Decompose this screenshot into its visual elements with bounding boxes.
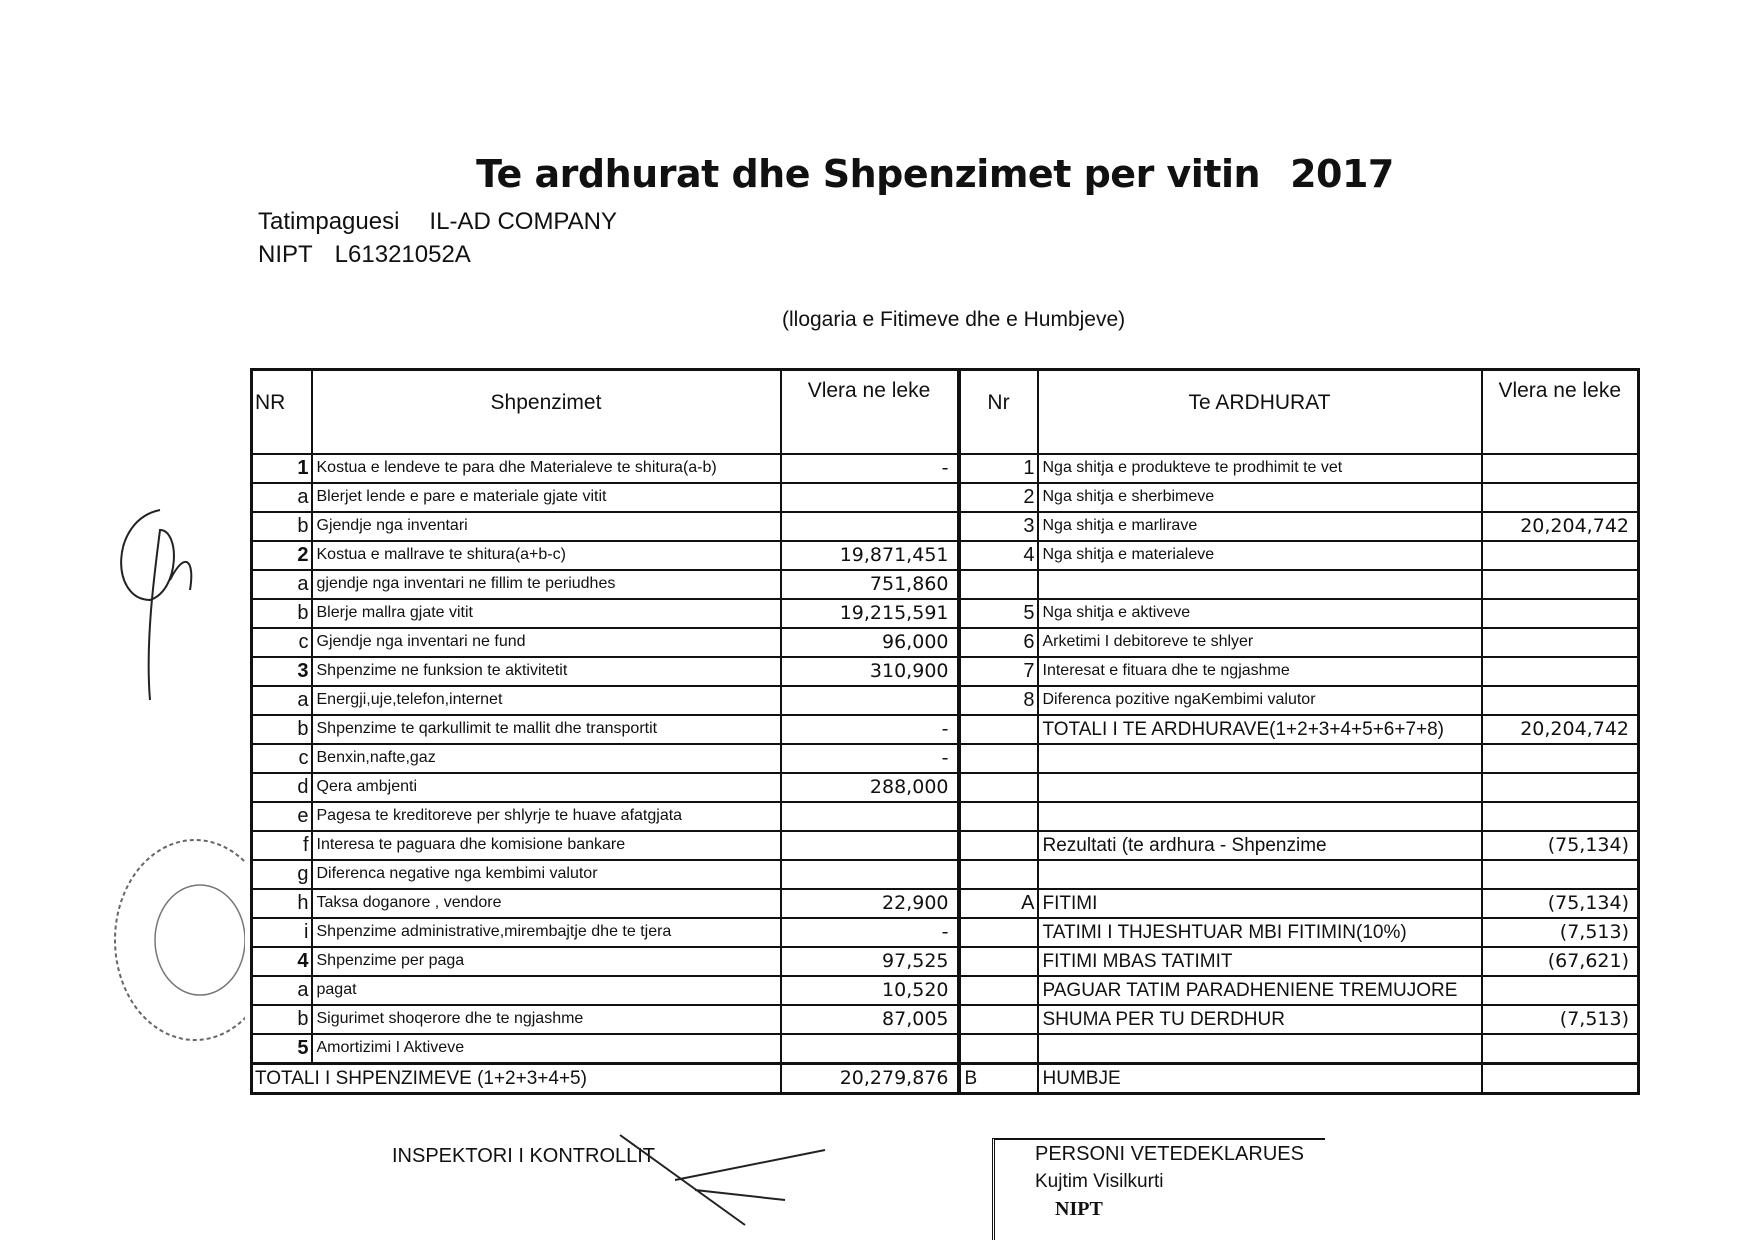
income-value: (7,513) xyxy=(1482,918,1639,947)
expense-value: 97,525 xyxy=(781,947,959,976)
expense-nr: i xyxy=(252,918,312,947)
income-value: (75,134) xyxy=(1482,889,1639,918)
expense-description: Energji,uje,telefon,internet xyxy=(312,686,781,715)
income-value xyxy=(1482,570,1639,599)
expense-nr: f xyxy=(252,831,312,860)
expense-nr: b xyxy=(252,599,312,628)
loss-label: HUMBJE xyxy=(1038,1064,1482,1094)
expense-description: Shpenzime ne funksion te aktivitetit xyxy=(312,657,781,686)
table-row xyxy=(252,686,1639,715)
income-nr: 2 xyxy=(959,483,1038,512)
expense-nr: 2 xyxy=(252,541,312,570)
table-row xyxy=(252,802,1639,831)
income-description xyxy=(1038,1034,1482,1064)
table-row xyxy=(252,541,1639,570)
expense-nr: a xyxy=(252,570,312,599)
income-description: Nga shitja e aktiveve xyxy=(1038,599,1482,628)
expense-nr: b xyxy=(252,512,312,541)
expense-description: Qera ambjenti xyxy=(312,773,781,802)
expense-nr: c xyxy=(252,744,312,773)
income-value xyxy=(1482,1034,1639,1064)
table-row xyxy=(252,512,1639,541)
declarant-name: Kujtim Visilkurti xyxy=(1035,1171,1164,1192)
income-value: (75,134) xyxy=(1482,831,1639,860)
income-description xyxy=(1038,773,1482,802)
income-nr xyxy=(959,744,1038,773)
income-description: Arketimi I debitoreve te shlyer xyxy=(1038,628,1482,657)
income-nr xyxy=(959,802,1038,831)
expense-nr: b xyxy=(252,1005,312,1034)
total-expenses-value: 20,279,876 xyxy=(781,1064,959,1094)
expense-description: Diferenca negative nga kembimi valutor xyxy=(312,860,781,889)
income-nr: 6 xyxy=(959,628,1038,657)
income-description xyxy=(1038,570,1482,599)
expense-description: Pagesa te kreditoreve per shlyrje te huave afatgjata xyxy=(312,802,781,831)
expense-value xyxy=(781,860,959,889)
income-value xyxy=(1482,541,1639,570)
expense-value: - xyxy=(781,918,959,947)
title-year: 2017 xyxy=(1290,152,1394,196)
income-description: Nga shitja e marlirave xyxy=(1038,512,1482,541)
income-description: FITIMI MBAS TATIMIT xyxy=(1038,947,1482,976)
income-description: Nga shitja e produkteve te prodhimit te vet xyxy=(1038,454,1482,483)
table-row xyxy=(252,657,1639,686)
expense-description: Kostua e mallrave te shitura(a+b-c) xyxy=(312,541,781,570)
page-title xyxy=(0,152,1753,198)
income-nr: 7 xyxy=(959,657,1038,686)
expense-nr: 4 xyxy=(252,947,312,976)
income-value xyxy=(1482,976,1639,1005)
expense-value xyxy=(781,483,959,512)
income-value xyxy=(1482,454,1639,483)
expense-value: 22,900 xyxy=(781,889,959,918)
income-nr xyxy=(959,831,1038,860)
income-description xyxy=(1038,744,1482,773)
expense-description: Kostua e lendeve te para dhe Materialeve te shitura(a-b) xyxy=(312,454,781,483)
income-nr: A xyxy=(959,889,1038,918)
income-value: 20,204,742 xyxy=(1482,715,1639,744)
income-description: Nga shitja e materialeve xyxy=(1038,541,1482,570)
expense-nr: a xyxy=(252,976,312,1005)
expense-value: 87,005 xyxy=(781,1005,959,1034)
income-nr: 3 xyxy=(959,512,1038,541)
income-value xyxy=(1482,599,1639,628)
table-header xyxy=(252,370,1639,455)
expense-description: Interesa te paguara dhe komisione bankare xyxy=(312,831,781,860)
table-row xyxy=(252,889,1639,918)
header-value2: Vlera ne leke xyxy=(1482,370,1639,455)
expense-value xyxy=(781,831,959,860)
taxpayer-line xyxy=(258,208,617,236)
income-expense-table xyxy=(250,368,1640,1095)
expense-value xyxy=(781,802,959,831)
handwritten-mark xyxy=(100,490,220,710)
loss-value xyxy=(1482,1064,1639,1094)
expense-description: Gjendje nga inventari xyxy=(312,512,781,541)
total-row xyxy=(252,1064,1639,1094)
expense-nr: 5 xyxy=(252,1034,312,1064)
subtitle: (llogaria e Fitimeve dhe e Humbjeve) xyxy=(782,308,1126,331)
income-value xyxy=(1482,802,1639,831)
income-value: (7,513) xyxy=(1482,1005,1639,1034)
table-row xyxy=(252,483,1639,512)
table-row xyxy=(252,454,1639,483)
taxpayer-label: Tatimpaguesi xyxy=(258,208,400,235)
income-nr xyxy=(959,715,1038,744)
expense-value xyxy=(781,1034,959,1064)
expense-value: 310,900 xyxy=(781,657,959,686)
income-description: FITIMI xyxy=(1038,889,1482,918)
title-text: Te ardhurat dhe Shpenzimet per vitin xyxy=(476,152,1261,196)
income-value xyxy=(1482,483,1639,512)
table-row xyxy=(252,715,1639,744)
income-value xyxy=(1482,628,1639,657)
expense-nr: h xyxy=(252,889,312,918)
table-row xyxy=(252,570,1639,599)
income-nr xyxy=(959,860,1038,889)
expense-nr: a xyxy=(252,686,312,715)
declarant-stamp xyxy=(992,1138,1325,1240)
income-description: Nga shitja e sherbimeve xyxy=(1038,483,1482,512)
table-row xyxy=(252,947,1639,976)
income-value xyxy=(1482,860,1639,889)
expense-value: 19,215,591 xyxy=(781,599,959,628)
expense-value: - xyxy=(781,454,959,483)
income-nr: B xyxy=(959,1064,1038,1094)
income-value xyxy=(1482,686,1639,715)
header-expenses: Shpenzimet xyxy=(312,370,781,455)
income-nr: 5 xyxy=(959,599,1038,628)
table-row xyxy=(252,628,1639,657)
expense-nr: 1 xyxy=(252,454,312,483)
expense-nr: e xyxy=(252,802,312,831)
expense-description: pagat xyxy=(312,976,781,1005)
header-nr: NR xyxy=(252,370,312,455)
expense-description: Sigurimet shoqerore dhe te ngjashme xyxy=(312,1005,781,1034)
income-nr: 8 xyxy=(959,686,1038,715)
inspector-signature xyxy=(615,1130,835,1240)
table-row xyxy=(252,599,1639,628)
expense-value: 19,871,451 xyxy=(781,541,959,570)
table-row xyxy=(252,773,1639,802)
expense-nr: 3 xyxy=(252,657,312,686)
expense-nr: b xyxy=(252,715,312,744)
header-nr2: Nr xyxy=(959,370,1038,455)
income-nr xyxy=(959,1005,1038,1034)
income-description: Diferenca pozitive ngaKembimi valutor xyxy=(1038,686,1482,715)
income-description: Rezultati (te ardhura - Shpenzime xyxy=(1038,831,1482,860)
table-row xyxy=(252,831,1639,860)
expense-value: 10,520 xyxy=(781,976,959,1005)
expense-description: Blerje mallra gjate vitit xyxy=(312,599,781,628)
income-nr xyxy=(959,976,1038,1005)
expense-description: Shpenzime per paga xyxy=(312,947,781,976)
expense-description: Taksa doganore , vendore xyxy=(312,889,781,918)
expense-description: gjendje nga inventari ne fillim te periudhes xyxy=(312,570,781,599)
income-value xyxy=(1482,744,1639,773)
income-value xyxy=(1482,657,1639,686)
income-nr xyxy=(959,773,1038,802)
expense-value: - xyxy=(781,744,959,773)
official-seal xyxy=(105,830,245,1050)
income-value: 20,204,742 xyxy=(1482,512,1639,541)
income-nr xyxy=(959,1034,1038,1064)
income-description: SHUMA PER TU DERDHUR xyxy=(1038,1005,1482,1034)
expense-value: 751,860 xyxy=(781,570,959,599)
expense-value: 288,000 xyxy=(781,773,959,802)
expense-value xyxy=(781,686,959,715)
income-description: PAGUAR TATIM PARADHENIENE TREMUJORE xyxy=(1038,976,1482,1005)
expense-nr: a xyxy=(252,483,312,512)
expense-description: Blerjet lende e pare e materiale gjate vitit xyxy=(312,483,781,512)
expense-description: Shpenzime administrative,mirembajtje dhe te tjera xyxy=(312,918,781,947)
stamp-nipt: NIPT xyxy=(1055,1198,1103,1220)
total-expenses-label: TOTALI I SHPENZIMEVE (1+2+3+4+5) xyxy=(252,1064,781,1094)
expense-value: 96,000 xyxy=(781,628,959,657)
table-row xyxy=(252,860,1639,889)
income-value xyxy=(1482,773,1639,802)
expense-value: - xyxy=(781,715,959,744)
nipt-value: L61321052A xyxy=(334,241,471,268)
income-description: TATIMI I THJESHTUAR MBI FITIMIN(10%) xyxy=(1038,918,1482,947)
table-row xyxy=(252,976,1639,1005)
expense-description: Benxin,nafte,gaz xyxy=(312,744,781,773)
income-description: Interesat e fituara dhe te ngjashme xyxy=(1038,657,1482,686)
income-description xyxy=(1038,860,1482,889)
income-value: (67,621) xyxy=(1482,947,1639,976)
declarant-label: PERSONI VETEDEKLARUES xyxy=(1035,1143,1304,1165)
income-description xyxy=(1038,802,1482,831)
expense-value xyxy=(781,512,959,541)
table-row xyxy=(252,918,1639,947)
expense-description: Amortizimi I Aktiveve xyxy=(312,1034,781,1064)
income-nr xyxy=(959,918,1038,947)
inspector-label: INSPEKTORI I KONTROLLIT xyxy=(392,1145,656,1167)
nipt-line xyxy=(258,241,471,269)
income-nr xyxy=(959,570,1038,599)
taxpayer-value: IL-AD COMPANY xyxy=(429,208,618,235)
expense-description: Gjendje nga inventari ne fund xyxy=(312,628,781,657)
header-value: Vlera ne leke xyxy=(781,370,959,455)
expense-description: Shpenzime te qarkullimit te mallit dhe transportit xyxy=(312,715,781,744)
table-row xyxy=(252,744,1639,773)
table-row xyxy=(252,1005,1639,1034)
expense-nr: g xyxy=(252,860,312,889)
income-nr: 1 xyxy=(959,454,1038,483)
income-nr: 4 xyxy=(959,541,1038,570)
header-income: Te ARDHURAT xyxy=(1038,370,1482,455)
expense-nr: d xyxy=(252,773,312,802)
expense-nr: c xyxy=(252,628,312,657)
income-description: TOTALI I TE ARDHURAVE(1+2+3+4+5+6+7+8) xyxy=(1038,715,1482,744)
table-row xyxy=(252,1034,1639,1064)
nipt-label: NIPT xyxy=(258,241,313,268)
income-nr xyxy=(959,947,1038,976)
